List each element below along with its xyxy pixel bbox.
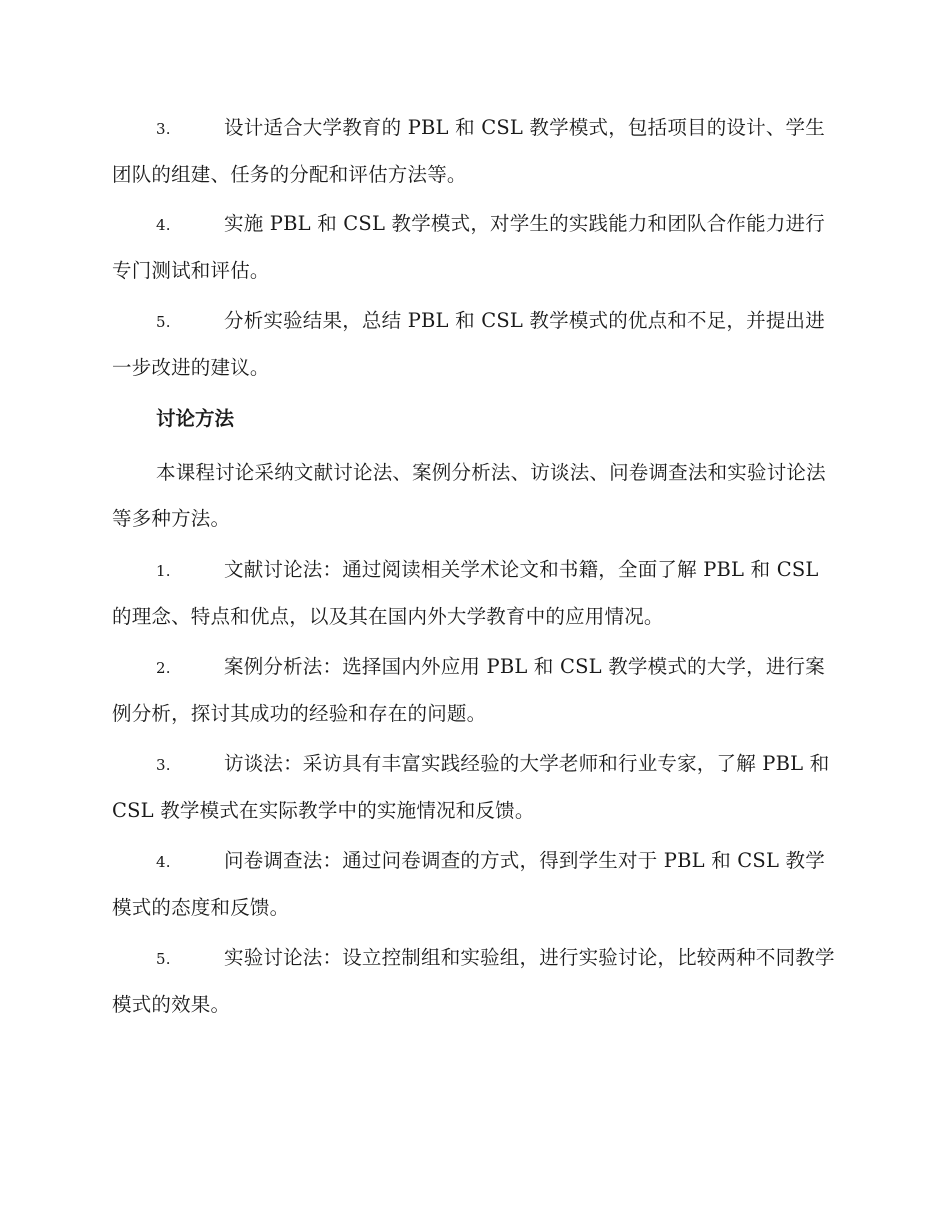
list-text: 访谈法：采访具有丰富实践经验的大学老师和行业专家，了解 PBL 和 CSL 教学模式在实际教学中的实施情况和反馈。 [112, 752, 830, 822]
list-number: 5. [156, 950, 171, 968]
step-item [112, 105, 840, 198]
list-text: 实施 PBL 和 CSL 教学模式，对学生的实践能力和团队合作能力进行专门测试和评估。 [112, 212, 825, 282]
method-item [112, 644, 840, 737]
method-item [112, 741, 840, 834]
list-text: 文献讨论法：通过阅读相关学术论文和书籍，全面了解 PBL 和 CSL 的理念、特点和优点，以及其在国内外大学教育中的应用情况。 [112, 558, 819, 628]
list-number: 2. [156, 659, 171, 677]
list-number: 4. [156, 853, 171, 871]
list-text: 分析实验结果，总结 PBL 和 CSL 教学模式的优点和不足，并提出进一步改进的建议。 [112, 309, 825, 379]
list-text: 问卷调查法：通过问卷调查的方式，得到学生对于 PBL 和 CSL 教学模式的态度和反馈。 [112, 849, 825, 919]
list-text: 设计适合大学教育的 PBL 和 CSL 教学模式，包括项目的设计、学生团队的组建、任务的分配和评估方法等。 [112, 116, 825, 186]
list-text: 实验讨论法：设立控制组和实验组，进行实验讨论，比较两种不同教学模式的效果。 [112, 946, 835, 1016]
list-number: 3. [156, 120, 171, 138]
method-item [112, 838, 840, 931]
step-item [112, 201, 840, 294]
list-number: 4. [156, 216, 171, 234]
method-item [112, 935, 840, 1028]
method-item [112, 547, 840, 640]
list-text: 案例分析法：选择国内外应用 PBL 和 CSL 教学模式的大学，进行案例分析，探讨其成功的经验和存在的问题。 [112, 655, 825, 725]
section-intro: 本课程讨论采纳文献讨论法、案例分析法、访谈法、问卷调查法和实验讨论法等多种方法。 [112, 461, 826, 530]
list-number: 1. [156, 562, 171, 580]
section-heading: 讨论方法 [156, 407, 235, 430]
list-number: 5. [156, 313, 171, 331]
step-item [112, 298, 840, 391]
list-number: 3. [156, 756, 171, 774]
